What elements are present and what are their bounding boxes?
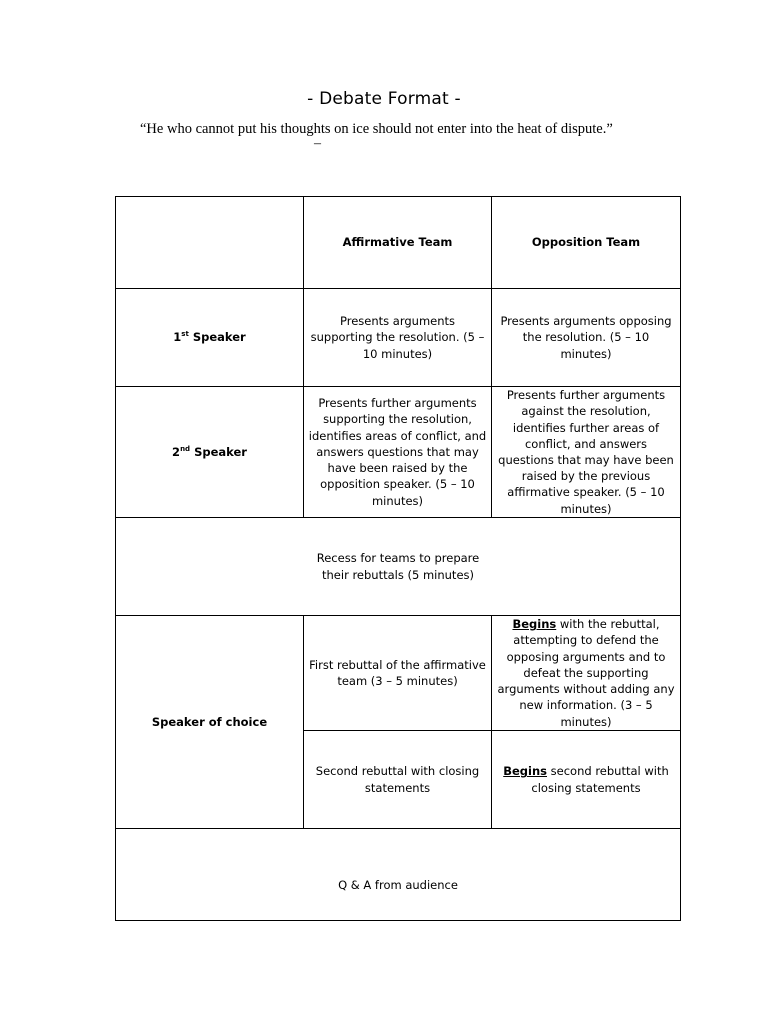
first-rebuttal-opposition-cell: Begins with the rebuttal, attempting to defend the opposing arguments and to defeat the supporting arguments without adding any new information. (3 – 5 minutes) [492,616,681,731]
speaker-of-choice-label: Speaker of choice [116,616,304,829]
header-row [116,197,681,289]
qa-cell: Q & A from audience [116,829,681,921]
second-rebuttal-affirmative-cell: Second rebuttal with closing statements [304,731,492,829]
affirmative-team-header: Affirmative Team [304,197,492,289]
first-speaker-affirmative-cell: Presents arguments supporting the resolution. (5 – 10 minutes) [304,289,492,387]
corner-cell [116,197,304,289]
first-speaker-opposition-cell: Presents arguments opposing the resolution. (5 – 10 minutes) [492,289,681,387]
begins-emphasis: Begins [512,617,557,632]
first-speaker-label: 1st Speaker [116,289,304,387]
document-title: - Debate Format - [307,89,461,109]
second-rebuttal-opposition-cell: Begins second rebuttal with closing statements [492,731,681,829]
second-speaker-label: 2nd Speaker [116,387,304,518]
second-speaker-row [116,387,681,518]
recess-text: Recess for teams to prepare their rebuttals (5 minutes) [316,551,480,582]
recess-row [116,518,681,616]
first-speaker-row [116,289,681,387]
second-speaker-opposition-cell: Presents further arguments against the resolution, identifies further areas of conflict, and answers questions that may have been raised by the previous affirmative speaker. (5 – 10 minutes) [492,387,681,518]
first-rebuttal-affirmative-cell: First rebuttal of the affirmative team (3 – 5 minutes) [304,616,492,731]
first-rebuttal-row [116,616,681,731]
quote-attribution: – [314,136,321,151]
debate-format-table [115,196,681,921]
begins-emphasis: Begins [503,764,547,779]
epigraph-quote: “He who cannot put his thoughts on ice should not enter into the heat of dispute.” [140,121,613,137]
opposition-team-header: Opposition Team [492,197,681,289]
recess-cell [116,518,681,616]
qa-row [116,829,681,921]
second-speaker-affirmative-cell: Presents further arguments supporting the resolution, identifies areas of conflict, and answers questions that may have been raised by the opposition speaker. (5 – 10 minutes) [304,387,492,518]
